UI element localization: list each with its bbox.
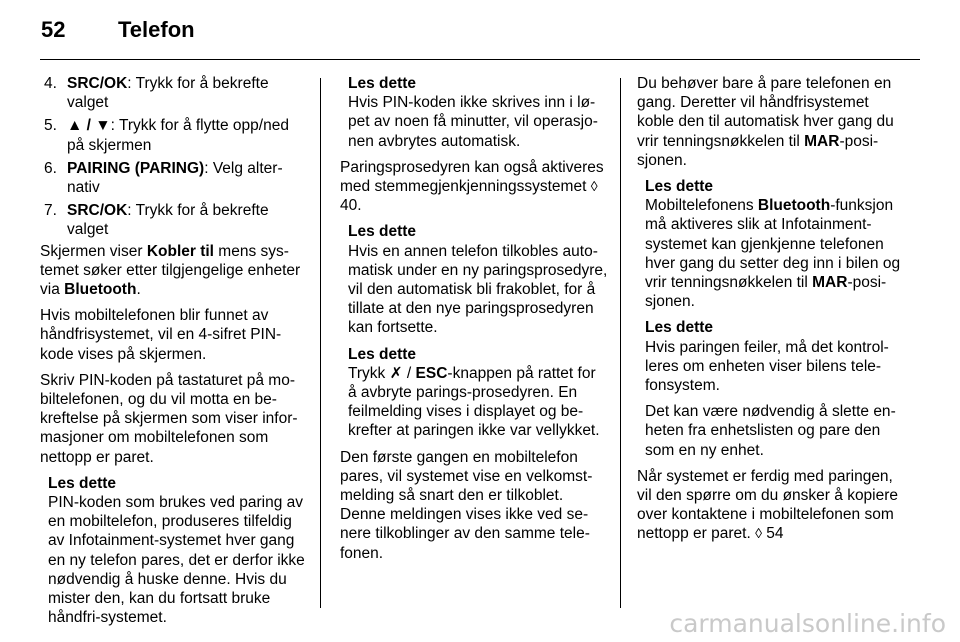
page-reference: 40. — [340, 197, 362, 215]
item-text: : Trykk for å bekrefte valget — [67, 202, 269, 239]
paragraph: Den første gangen en mobiltelefon pares, vil systemet vise en velkomstmelding så snart den er tilkoblet. Denne meldingen vises ikke ved senere tilkoblinger av den samme telefonen. — [340, 448, 593, 562]
column-2 — [340, 74, 608, 570]
note-box — [637, 318, 907, 459]
list-item — [40, 201, 310, 239]
note-text: Hvis en annen telefon tilkobles automatisk under en ny paringsprosedyre, vil den automatisk bli frakoblet, for å tillate at den nye paringsprosedyren kan fortsette. — [348, 242, 608, 337]
column-1 — [40, 74, 310, 634]
list-item — [40, 74, 310, 112]
paragraph: Hvis mobiltelefonen blir funnet av håndfrisystemet, vil en 4-sifret PIN-kode vises på skjermen. — [40, 307, 282, 363]
note-title: Les dette — [348, 223, 417, 241]
item-number: 6. — [44, 159, 57, 177]
column-divider — [320, 78, 321, 608]
header-rule — [40, 59, 920, 60]
text-span: . — [136, 281, 141, 299]
note-title: Les dette — [645, 319, 714, 337]
item-number: 5. — [44, 117, 57, 135]
key-term: MAR — [804, 132, 840, 150]
key-term: Bluetooth — [757, 197, 831, 215]
key-term: ESC — [415, 364, 448, 382]
paragraph — [40, 242, 310, 300]
text-span: Når systemet er ferdig med paringen, vil den spørre om du ønsker å kopiere over kontaktene i mobiltelefonen som nettopp er paret. — [637, 467, 899, 543]
page-reference-icon: ◊ — [755, 525, 762, 542]
text-span: Trykk — [348, 364, 390, 382]
text-span: Mobiltelefonens — [645, 197, 758, 215]
list-item — [40, 159, 310, 197]
note-text: Hvis PIN-koden ikke skrives inn i løpet av noen få minutter, vil operasjonen avbrytes automatisk. — [348, 94, 598, 150]
page-header — [0, 0, 960, 62]
watermark: carmanualsonline.info — [669, 609, 946, 638]
text-span: -funksjon må aktiveres slik at Infotainment-systemet kan gjenkjenne telefonen hver gang du setter deg inn i bilen og vrir tenningsnøkkelen til — [645, 197, 901, 292]
item-text: : Velg alternativ — [67, 159, 283, 197]
note-text: Hvis paringen feiler, må det kontrolleres om enheten viser bilens telefonsystem. — [645, 338, 889, 395]
key-term: MAR — [812, 274, 848, 292]
key-term: Kobler til — [146, 242, 214, 260]
note-box — [637, 177, 907, 311]
text-span: / — [402, 364, 416, 382]
page-reference-icon: ◊ — [590, 178, 598, 195]
note-text: PIN-koden som brukes ved paring av en mobiltelefon, produseres tilfeldig av Infotainment-systemet hver gang en ny telefon pares, det er derfor ikke nødvendig å huske denne. Hvis du mister den, kan du fortsatt bruke håndfri-systemet. — [48, 494, 305, 627]
text-span: Du behøver bare å pare telefonen en gang. Deretter vil håndfrisystemet koble den til automatisk hver gang du vrir tenningsnøkkelen til — [637, 75, 894, 150]
list-item — [40, 116, 310, 154]
item-text: : Trykk for å flytte opp/ned på skjermen — [67, 117, 289, 154]
text-span: Skjermen viser — [40, 242, 147, 260]
note-text — [348, 364, 608, 441]
note-title: Les dette — [348, 75, 417, 92]
note-box — [340, 74, 608, 151]
note-box — [340, 345, 608, 441]
item-key: PAIRING (PARING) — [67, 159, 205, 177]
hang-up-icon: ✗ — [389, 364, 403, 382]
item-number: 4. — [44, 75, 57, 92]
text-span: Paringsprosedyren kan også aktiveres med stemmegjenkjenningssystemet — [340, 158, 604, 196]
item-key: SRC/OK — [67, 202, 128, 220]
column-divider — [620, 78, 621, 608]
note-title: Les dette — [348, 345, 417, 363]
page-number: 52 — [41, 17, 66, 42]
text-span: mens systemet søker etter tilgjengelige enheter via — [40, 242, 301, 299]
key-term: Bluetooth — [64, 281, 137, 299]
text-span: -posisjonen. — [645, 274, 887, 311]
note-text: Det kan være nødvendig å slette enheten fra enhetslisten og pare den som en ny enhet. — [645, 403, 896, 459]
note-box — [340, 222, 608, 337]
note-title: Les dette — [48, 474, 117, 492]
text-span: -posisjonen. — [637, 132, 879, 169]
paragraph — [637, 467, 907, 544]
paragraph — [340, 158, 608, 216]
page-title: Telefon — [118, 17, 195, 42]
item-text: : Trykk for å bekrefte valget — [67, 75, 269, 112]
note-title: Les dette — [645, 178, 714, 196]
item-key: SRC/OK — [67, 75, 128, 92]
paragraph — [637, 74, 907, 170]
note-box — [40, 474, 310, 628]
note-text — [645, 196, 907, 311]
paragraph: Skriv PIN-koden på tastaturet på mobiltelefonen, og du vil motta en bekreftelse på skjermen som viser informasjoner om mobiltelefonen som nettopp er paret. — [40, 371, 298, 466]
text-span: -knappen på rattet for å avbryte parings-prosedyren. En feilmelding vises i displayet og bekrefter at paringen ikke var vellykket. — [348, 364, 600, 440]
item-key: ▲ / ▼ — [67, 117, 111, 135]
page-reference: 54 — [761, 525, 784, 543]
column-3 — [637, 74, 907, 551]
item-number: 7. — [44, 202, 57, 220]
